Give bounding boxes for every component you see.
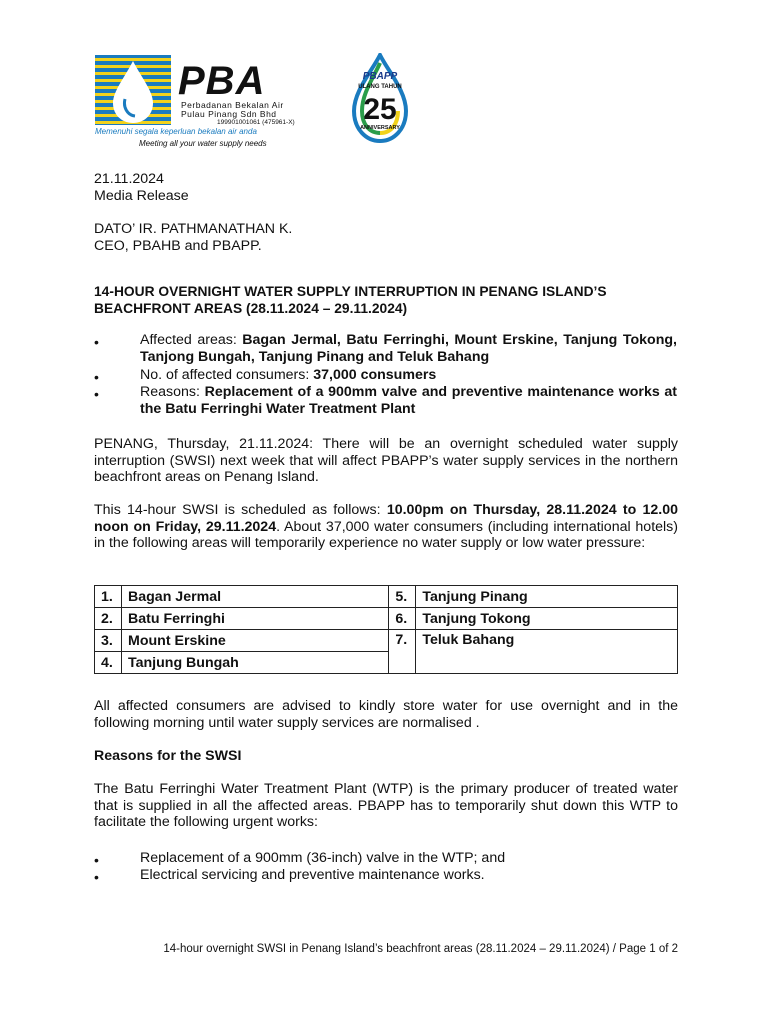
author-title: CEO, PBAHB and PBAPP. [94,238,262,254]
logo-registration: 199901001061 (475961-X) [217,119,295,126]
anniv-label: ANNIVERSARY [360,125,400,131]
headline-line-1: 14-HOUR OVERNIGHT WATER SUPPLY INTERRUPTION IN PENANG ISLAND’S [94,284,607,299]
section-title: Reasons for the SWSI [94,748,242,764]
logo-company-name [181,101,284,119]
bullet-consumers [140,367,677,384]
bullet-marker: • [94,852,99,868]
anniversary-logo [340,53,418,145]
release-type: Media Release [94,188,189,204]
bullet-marker: • [94,869,99,885]
bullet-affected-areas [140,332,677,365]
anniversary-drop-icon [340,53,418,145]
anniv-brand: PBAPP [362,71,398,82]
area-number: 5. [389,586,416,608]
paragraph-advice: All affected consumers are advised to kindly store water for use overnight and in the following morning until water supply services are normalised . [94,698,678,731]
area-name: Tanjung Pinang [416,586,678,608]
area-number: 2. [95,608,122,630]
area-name: Tanjung Bungah [122,652,389,674]
pba-logo [95,55,310,150]
page-footer: 14-hour overnight SWSI in Penang Island’s beachfront areas (28.11.2024 – 29.11.2024) / Page 1 of 2 [163,943,678,955]
area-number: 6. [389,608,416,630]
schedule-intro: This 14-hour SWSI is scheduled as follows: [94,502,387,518]
area-number: 7. [389,630,416,674]
table-row [95,586,678,608]
work-item: Replacement of a 900mm (36-inch) valve in the WTP; and [140,850,506,866]
anniv-ulang: ULANG TAHUN [358,84,402,90]
logo-line-2: Pulau Pinang Sdn Bhd [181,109,277,119]
area-name: Bagan Jermal [122,586,389,608]
schedule-time: 10.00pm on Thursday, 28.11.2024 to 12.00 noon on Friday, 29.11.2024 [94,502,678,535]
consumers-value: 37,000 consumers [313,367,437,383]
anniv-number: 25 [363,93,397,126]
paragraph-intro: PENANG, Thursday, 21.11.2024: There will be an overnight scheduled water supply interruption (SWSI) next week that will affect PBAPP’s water supply services in the northern beachfront areas on Penang Island. [94,436,678,485]
logo-line-1: Perbadanan Bekalan Air [181,100,284,110]
schedule-details: . About 37,000 water consumers (including international hotels) in the following areas will temporarily experience no water supply or low water pressure: [94,518,679,551]
bullet-reasons [140,384,677,417]
area-name: Mount Erskine [122,630,389,652]
affected-areas-table [94,585,678,674]
paragraph-reasons: The Batu Ferringhi Water Treatment Plant (WTP) is the primary producer of treated water that is supplied in all the affected areas. PBAPP has to temporarily shut down this WTP to facilitate the following urgent works: [94,781,678,830]
water-drop-logo-icon [95,55,171,125]
affected-value: Bagan Jermal, Batu Ferringhi, Mount Erskine, Tanjung Tokong, Tanjong Bungah, Tanjung Pinang and Teluk Bahang [140,332,677,365]
author-name: DATO’ IR. PATHMANATHAN K. [94,221,293,237]
area-name: Teluk Bahang [416,630,678,674]
work-item: Electrical servicing and preventive maintenance works. [140,867,485,883]
reasons-label: Reasons: [140,384,205,400]
release-date: 21.11.2024 [94,171,164,187]
bullet-marker: • [94,386,99,402]
area-number: 4. [95,652,122,674]
area-number: 3. [95,630,122,652]
logo-word: PBA [178,59,266,103]
consumers-label: No. of affected consumers: [140,367,314,383]
table-row [95,608,678,630]
affected-label: Affected areas: [140,332,243,348]
headline-line-2: BEACHFRONT AREAS (28.11.2024 – 29.11.2024) [94,301,408,316]
reasons-value: Replacement of a 900mm valve and preventive maintenance works at the Batu Ferringhi Water Treatment Plant [140,384,677,417]
area-number: 1. [95,586,122,608]
bullet-marker: • [94,334,99,350]
bullet-marker: • [94,369,99,385]
area-name: Tanjung Tokong [416,608,678,630]
table-row [95,630,678,652]
area-name: Batu Ferringhi [122,608,389,630]
paragraph-schedule [94,502,678,552]
tagline-english: Meeting all your water supply needs [139,139,267,148]
tagline-malay: Memenuhi segala keperluan bekalan air anda [95,127,257,136]
